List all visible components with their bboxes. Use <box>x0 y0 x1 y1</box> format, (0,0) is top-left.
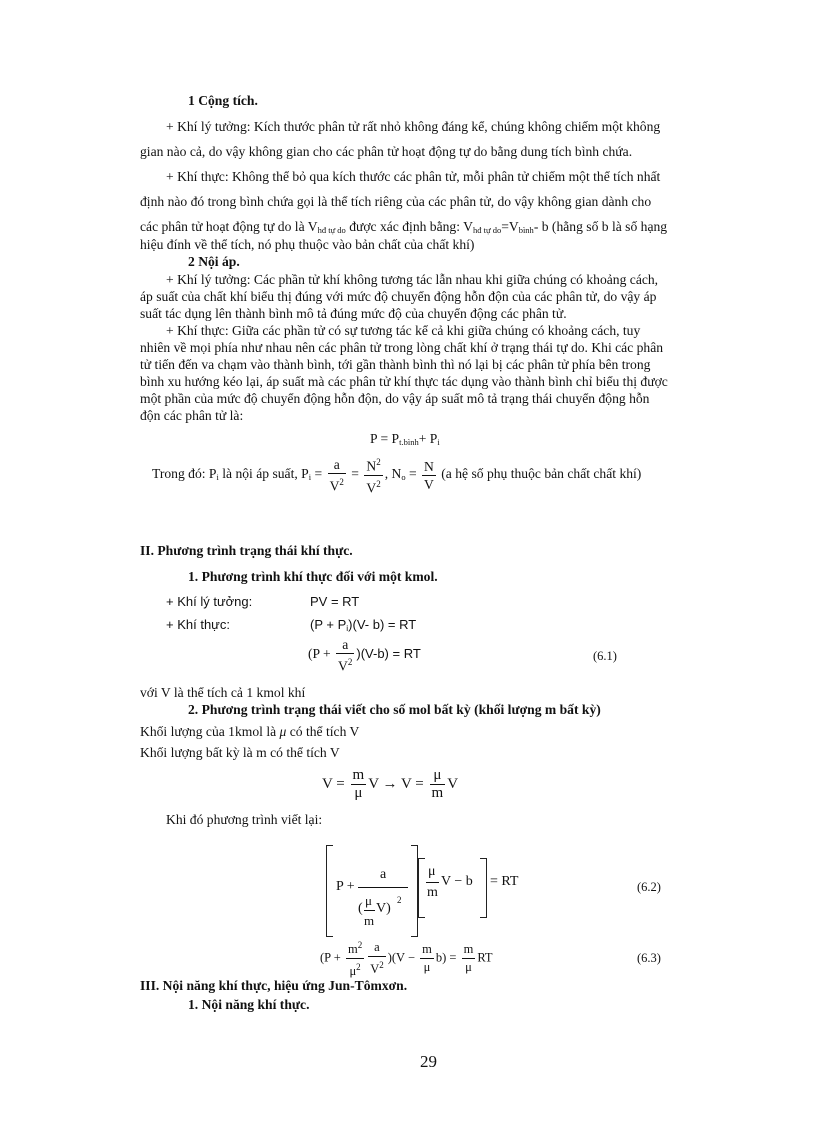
fraction-m2-over-mu2: $\frac{m^2}{\mu^2}$ <box>347 940 363 979</box>
equation-p-total: $P = P_{t.bình}+ P_i$ <box>370 431 440 447</box>
label-real-gas: + Khí thực: <box>166 617 230 632</box>
eq62-rt: = RT <box>490 874 519 889</box>
left-bracket-2 <box>418 858 425 918</box>
paragraph-line: nhiên về mọi phía như nhau nên các phân tử trong lòng chất khí ở trạng thái tự do. Khi các phân <box>140 340 664 355</box>
eq62-inner-bar <box>364 910 375 911</box>
eq62-den-close: V) <box>376 901 391 916</box>
eq62-den-m: m <box>364 913 375 928</box>
equation-volume: V = $\frac{m}{\mu}$ V → V = $\frac{\mu}{m}$ V <box>322 767 459 802</box>
paragraph-line: tử tiến đến va chạm vào thành bình, tới gần thành bình thì nó lại bị các phân tử phía bên trong <box>140 357 651 372</box>
paragraph-line: + Khí thực: Giữa các phần tử có sự tương tác kể cả khi giữa chúng có khoảng cách, tuy <box>166 323 641 338</box>
fraction-m-over-mu: $\frac{m}{\mu}$ <box>352 767 365 802</box>
fraction-a-over-v2: $\frac{a}{V^2}$ <box>329 456 344 494</box>
fraction-a-over-v2: $\frac{a}{V^2}$ <box>338 636 353 674</box>
eq62-den-mu: μ <box>365 893 372 908</box>
eq62-numerator-a: a <box>380 867 387 882</box>
paragraph-line: suất tác dụng lên thành bình mô tả đúng mức độ của chuyển động các phân tử. <box>140 306 567 321</box>
fraction-mu-over-m: $\frac{\mu}{m}$ <box>431 767 444 802</box>
paragraph-line: hiệu đính về thể tích, nó phụ thuộc vào bản chất của chất khí) <box>140 237 475 252</box>
label-ideal-gas: + Khí lý tưởng: <box>166 594 253 609</box>
paragraph-line: bình xu hướng kéo lại, áp suất mà các phân tử khí thực tác dụng vào thành bình chỉ biểu thị được <box>140 374 668 389</box>
paragraph-line: Khối lượng bất kỳ là m có thể tích V <box>140 745 340 760</box>
equation-number-6-1: (6.1) <box>593 649 617 663</box>
fraction-n2-over-v2: $\frac{N^2}{V^2}$ <box>366 457 381 496</box>
fraction-n-over-v: $\frac{N}{V}$ <box>424 458 434 492</box>
equation-6-1: (P + $\frac{a}{V^2}$ )(V-b) = RT <box>308 636 421 674</box>
eq62-fraction-bar <box>358 887 408 888</box>
paragraph-line: một phần của mức độ chuyển động hỗn độn, do vậy áp suất mô tả trạng thái chuyển động hỗn <box>140 391 650 406</box>
paragraph-line-volume: các phân tử hoạt động tự do là $V_{hđ tự do}$ được xác định bằng: $V_{hđ tự do}=V_{bình}-$ b (hằng số b là số hạng <box>140 219 668 235</box>
right-bracket-2 <box>480 858 487 918</box>
subheading-any-mass: 2. Phương trình trạng thái viết cho số mol bất kỳ (khối lượng m bất kỳ) <box>188 702 601 717</box>
page-number: 29 <box>420 1052 437 1071</box>
fraction-a-over-v2: $\frac{a}{V^2}$ <box>370 940 384 977</box>
paragraph-line: áp suất của chất khí biểu thị đúng với mức độ chuyển động hỗn độn của các phân tử, do vậy áp <box>140 289 657 304</box>
paragraph-line: + Khí lý tưởng: Các phần tử khí không tương tác lẫn nhau khi giữa chúng có khoảng cách, <box>166 272 659 287</box>
eq62-mu: μ <box>428 864 436 879</box>
heading-section-ii: II. Phương trình trạng thái khí thực. <box>140 543 353 558</box>
heading-section-iii: III. Nội năng khí thực, hiệu ứng Jun-Tômxơn. <box>140 978 408 993</box>
paragraph-line-mass-1kmol: Khối lượng của 1kmol là μ có thể tích V <box>140 724 360 739</box>
equation-number-6-3: (6.3) <box>637 951 661 965</box>
heading-cong-tich: 1 Cộng tích. <box>188 93 258 108</box>
subheading-one-kmol: 1. Phương trình khí thực đối với một kmol. <box>188 569 438 584</box>
eq62-mu-bar <box>426 882 439 883</box>
right-bracket-1 <box>411 845 418 937</box>
equation-ideal-gas: PV = RT <box>310 594 360 609</box>
fraction-m-over-mu: $\frac{m}{\mu}$ <box>422 942 432 975</box>
left-bracket-1 <box>326 845 333 937</box>
paragraph-line: Khi đó phương trình viết lại: <box>166 812 323 827</box>
paragraph-line: + Khí thực: Không thể bỏ qua kích thước các phân tử, mỗi phân tử chiếm một thể tích nhất <box>166 169 661 184</box>
equation-number-6-2: (6.2) <box>637 880 661 894</box>
fraction-m-over-mu-rhs: $\frac{m}{\mu}$ <box>463 942 474 975</box>
paragraph-line: với V là thể tích cả 1 kmol khí <box>140 685 306 700</box>
paragraph-line: + Khí lý tưởng: Kích thước phân tử rất nhỏ không đáng kể, chúng không chiếm một không <box>166 119 661 134</box>
equation-internal-pressure: Trong đó: $P_i$ là nội áp suất, $P_i$ = $\frac{a}{V^2}$ = $\frac{N^2}{V^2}$ , $N_o$ = $\frac{N}{V}$ (a hệ số phụ thuộc bản chất chất khí) <box>152 456 642 496</box>
paragraph-line: gian nào cả, do vậy không gian cho các phân tử hoạt động tự do bằng dung tích bình chứa. <box>140 144 633 159</box>
equation-6-3: (P + $\frac{m^2}{\mu^2}$ $\frac{a}{V^2}$ )(V − $\frac{m}{\mu}$ b) = $\frac{m}{\mu}$ RT <box>320 940 493 979</box>
heading-noi-ap: 2 Nội áp. <box>188 254 240 269</box>
eq62-denominator-open: ( <box>358 901 363 916</box>
eq62-m: m <box>427 885 438 900</box>
eq62-sup: 2 <box>397 895 402 905</box>
eq62-p-plus: P + <box>336 879 355 894</box>
eq62-v-minus-b: V − b <box>441 874 473 889</box>
paragraph-line: định nào đó trong bình chứa gọi là thể tích riêng của các phân tử, do vậy không gian dành cho <box>140 194 652 209</box>
paragraph-line: độn các phân tử là: <box>140 408 244 423</box>
equation-real-gas: $(P + P_i)(V-$ b) = RT <box>310 617 417 633</box>
subheading-internal-energy: 1. Nội năng khí thực. <box>188 997 310 1012</box>
